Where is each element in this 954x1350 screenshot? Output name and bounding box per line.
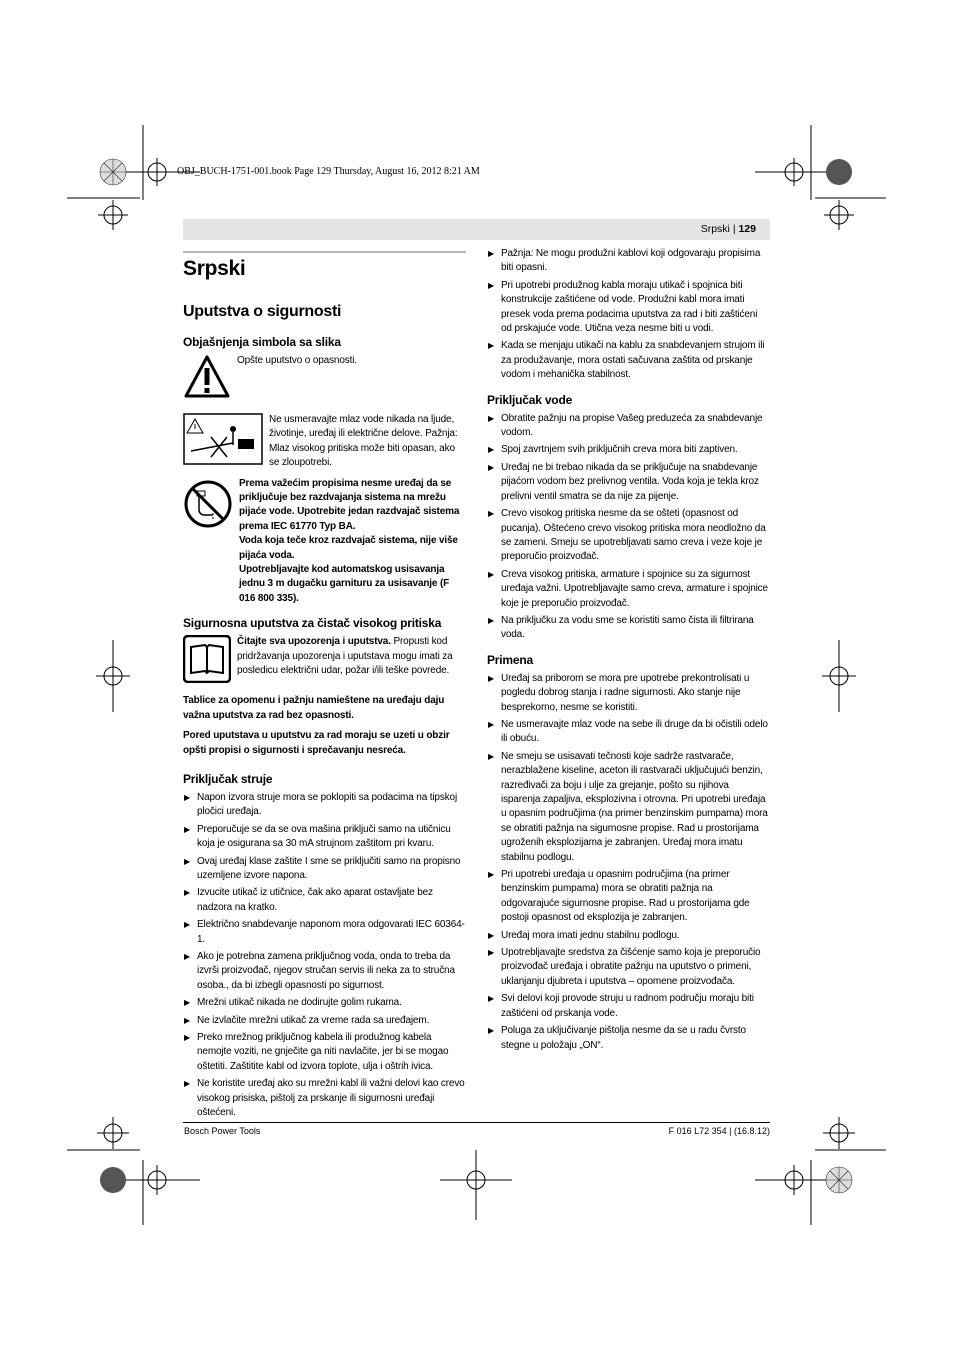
bullet-text: Uređaj mora imati jednu stabilnu podlogu. [501,929,680,941]
bullet-arrow-icon: ▶ [488,615,495,625]
footer-left: Bosch Power Tools [184,1126,261,1136]
bullet-text: Kada se menjaju utikači na kablu za snabdevanjem strujom ili za produžavanje, mora ostati sačuvana zaštita od prskanje vodom i mehanička stabilnost. [501,340,765,381]
power-list [183,791,466,1121]
right-column [487,247,770,1056]
read-manual-text [237,635,466,678]
bullet-text: Pri upotrebi uređaja u opasnim područjima (na primer benzinskim pumpama) mora se obratiti pažnja na odgovarajuće sigurnosne propise. Rad u prostorijama gde postoji opasnost od eksplozija je zabranjen. [501,869,750,924]
bullet-item [487,946,770,989]
header-separator: | [729,223,739,235]
bullet-arrow-icon: ▶ [488,249,495,258]
bullet-arrow-icon: ▶ [184,1079,191,1089]
note-labels: Tablice za opomenu i pažnju namieštene na uređaju daju važna uputstva za rad bez opasnosti. [183,695,445,721]
read-manual-bold: Čitajte sva upozorenja i uputstva. [237,636,391,648]
bullet-arrow-icon: ▶ [184,1033,191,1042]
bullet-item [487,247,770,276]
bullet-arrow-icon: ▶ [488,994,495,1004]
symbol-text-general: Opšte uputstvo o opasnosti. [237,355,357,366]
water-list [487,412,770,643]
bullet-text: Uređaj ne bi trebao nikada da se priključuje na snabdevanje pijaćom vodom bez prelivnog ventila. Voda koja je tekla kroz prelivni ventil smatra se da nije za pijenje. [501,461,759,502]
bullet-item [487,672,770,715]
bullet-item [487,412,770,441]
bullet-item [487,443,770,457]
bullet-text: Uređaj sa priborom se mora pre upotrebe prekontrolisati u pogledu dobrog stanja i radne sigurnosti. Ako stanje nije besprekorno, nesme se koristiti. [501,672,750,713]
bullet-text: Mrežni utikač nikada ne dodirujte golim rukama. [197,997,402,1009]
bullet-item [183,791,466,820]
bullet-item [487,461,770,504]
read-manual-rest: Propusti kod pridržavanja upozorenja i uputstava mogu imati za posledicu električni udar, požar i/ili teške povrede. [237,636,453,677]
bullet-arrow-icon: ▶ [488,751,495,761]
bullet-text: Ne koristite uređaj ako su mrežni kabl ili važni delovi kao crevo visokog prisiska, pištolj za prskanje ili sigurnosni uređaji oštećeni. [197,1078,465,1119]
read-manual-icon [183,635,231,688]
bullet-item [183,855,466,884]
bullet-arrow-icon: ▶ [488,413,495,423]
bullet-text: Napon izvora struje mora se poklopiti sa podacima na tipskoj pločici uređaja. [197,791,458,818]
bullet-item [487,718,770,747]
bullet-arrow-icon: ▶ [488,870,495,880]
bullet-arrow-icon: ▶ [488,445,495,455]
bullet-item [183,1014,466,1028]
use-heading: Primena [487,652,533,667]
bullet-arrow-icon: ▶ [184,998,191,1008]
bullet-item [183,918,466,947]
bullet-item [183,1031,466,1074]
symbols-heading: Objašnjenja simbola sa slika [183,335,341,349]
bullet-text: Ovaj uređaj klase zaštite I sme se priključiti samo na propisno uzemljene izvore napona. [197,855,461,881]
bullet-item [183,1077,466,1120]
bullet-item [487,507,770,565]
bullet-item [487,750,770,865]
bullet-arrow-icon: ▶ [184,856,191,866]
bullet-arrow-icon: ▶ [488,719,495,729]
bullet-item [183,996,466,1010]
bullet-text: Creva visokog pritiska, armature i spojnice su za sigurnost uređaja važni. Upotrebljavajte samo creva, armature i spojnice koje je preporučio proizvođač. [501,568,768,609]
water-note-text: Voda koja teče kroz razdvajač sistema, nije više pijaća voda. [239,535,458,561]
water-rule-text: Prema važećim propisima nesme uređaj da se priključuje bez razdvajanja sistema na mrežu pijaće vode. Upotrebite jedan razdvajač sistema prema IEC 61770 Typ BA. [239,477,460,532]
bullet-text: Ne izvlačite mrežni utikač za vreme rada sa uređajem. [197,1014,430,1026]
symbol-text-spray: Ne usmeravajte mlaz vode nikada na ljude, životinje, uređaj ili električne delove. Pažnja: Mlaz visokog pritiska može biti opasan, ako se zloupotrebi. [269,414,458,469]
bullet-item [487,568,770,611]
bullet-arrow-icon: ▶ [488,930,495,940]
bullet-arrow-icon: ▶ [488,1026,495,1036]
bullet-text: Poluga za uključivanje pištolja nesme da se u radu čvrsto stegne u položaju „ON“. [501,1025,746,1051]
bullet-item [487,1024,770,1053]
bullet-arrow-icon: ▶ [488,341,495,351]
warning-triangle-icon [183,354,231,405]
bullet-text: Na priključku za vodu sme se koristiti samo čista ili filtrirana voda. [501,614,754,641]
bullet-item [183,823,466,852]
bullet-text: Ako je potrebna zamena priključnog voda, onda to treba da izvrši proizvođač, njegov stručan servis ili neka za to stručna osoba., da bi izbegli opasnosti po sigurnost. [197,950,455,991]
bullet-arrow-icon: ▶ [488,569,495,579]
symbol-row-general [183,354,466,405]
bullet-arrow-icon: ▶ [184,792,191,802]
bullet-arrow-icon: ▶ [184,951,191,961]
bullet-text: Obratite pažnju na propise Vašeg preduzeća za snabdevanje vodom. [501,412,763,439]
no-drinking-water-icon [183,479,233,534]
bullet-text: Pažnja: Ne mogu produžni kablovi koji odgovaraju propisima biti opasni. [501,248,761,274]
title-rule [183,251,466,253]
safety-heading: Sigurnosna uputstva za čistač visokog pritiska [183,616,442,631]
bullet-arrow-icon: ▶ [488,462,495,472]
bullet-text: Spoj zavrtnjem svih priključnih creva mora biti zaptiven. [501,444,738,456]
bullet-text: Pri upotrebi produžnog kabla moraju utikač i spojnica biti konstrukcije zaštićene od vode. Produžni kabl mora imati presek voda prema podacima uputstva za rad i biti zaštićeni od prskajuće vode. Utična veza nesme biti u vodi. [501,279,758,335]
bullet-item [487,339,770,382]
bullet-arrow-icon: ▶ [184,824,191,834]
water-heading: Priključak vode [487,392,573,407]
bullet-arrow-icon: ▶ [488,280,495,290]
bullet-item [487,614,770,643]
page-title: Srpski [183,257,246,280]
bullet-text: Upotrebljavajte sredstva za čišćenje samo koja je preporučio proizvođač uređaja i obratite pažnju na uputstvo o primeni, uklanjanju djubreta i uputstva – opomene proizvođača. [501,947,761,987]
bullet-text: Preko mrežnog priključnog kabela ili produžnog kabela nemojte voziti, ne gnječite ga niti navlačite, jer bi se mogao oštetiti. Zaštitite kabl od izvora toplote, ulja i oštrih ivica. [197,1032,449,1072]
page-header [701,223,756,235]
bullet-item [487,929,770,943]
note-regulations: Pored uputstava u uputstvu za rad moraju se uzeti u obzir opšti propisi o sigurnosti i sprečavanju nesreća. [183,730,450,756]
power-heading: Priključak struje [183,771,273,786]
symbol-row-water [183,477,466,607]
footer-right: F 016 L72 354 | (16.8.12) [668,1126,770,1136]
bullet-item [183,886,466,915]
use-list [487,672,770,1053]
left-column [183,251,466,1123]
bullet-text: Preporučuje se da se ova mašina priključi samo na utičnicu koja je osigurana sa 30 mA strujnom zaštitom pri kvaru. [197,823,451,850]
bullet-arrow-icon: ▶ [488,509,495,519]
bullet-arrow-icon: ▶ [184,920,191,930]
section-title: Uputstva o sigurnosti [183,303,342,320]
bullet-arrow-icon: ▶ [488,948,495,958]
bullet-arrow-icon: ▶ [184,888,191,898]
read-manual-row [183,635,466,688]
page-header-bar [183,219,770,240]
bullet-arrow-icon: ▶ [488,673,495,683]
page-number: 129 [738,223,756,235]
bullet-item [487,279,770,337]
bullet-item [183,950,466,993]
header-section: Srpski [700,223,730,235]
bullet-text: Izvucite utikač iz utičnice, čak ako aparat ostavljate bez nadzora na kratko. [197,887,433,913]
power-more-list [487,247,770,383]
bullet-text: Ne smeju se usisavati tečnosti koje sadrže rastvarače, nerazblažene kiseline, aceton ili rastvarači uključujući benzin, razređivači za boju i ulje za grejanje, pošto su njihova isparenja zapaljiva, eksplozivna i otrovna. Pri upotrebi uređaja u opasnim područjima (na primer benzinskim pumpama) mora se obratiti pažnja na sigurnosne propise. Rad u prostorijama ugroženih eksplozijama je zabranjen. Uređaj mora imatu stabilnu podlogu. [501,750,768,863]
footer-rule [183,1122,770,1123]
bullet-arrow-icon: ▶ [184,1015,191,1025]
no-spray-at-people-icon [183,413,263,470]
print-header: OBJ_BUCH-1751-001.book Page 129 Thursday, August 16, 2012 8:21 AM [177,166,480,177]
suction-text: Upotrebljavajte kod automatskog usisavanja jednu 3 m dugačku garnituru za usisavanje (F 016 800 335). [239,564,450,604]
bullet-text: Ne usmeravajte mlaz vode na sebe ili druge da bi očistili odelo ili obuću. [501,718,768,745]
bullet-text: Svi delovi koji provode struju u radnom području moraju biti zaštićeni od prskanja vode. [501,993,754,1019]
bullet-item [487,868,770,926]
bullet-text: Crevo visokog pritiska nesme da se ošteti (opasnost od pucanja). Oštećeno crevo visokog pritiska mora neodložno da se zameni. Smeju se upotrebljavati samo creva i veze koje je preporučio proizvođač. [501,508,766,563]
symbol-row-spray [183,413,466,471]
symbol-text-water [239,477,466,607]
bullet-text: Električno snabdevanje naponom mora odgovarati IEC 60364-1. [197,919,465,945]
bullet-item [487,992,770,1021]
